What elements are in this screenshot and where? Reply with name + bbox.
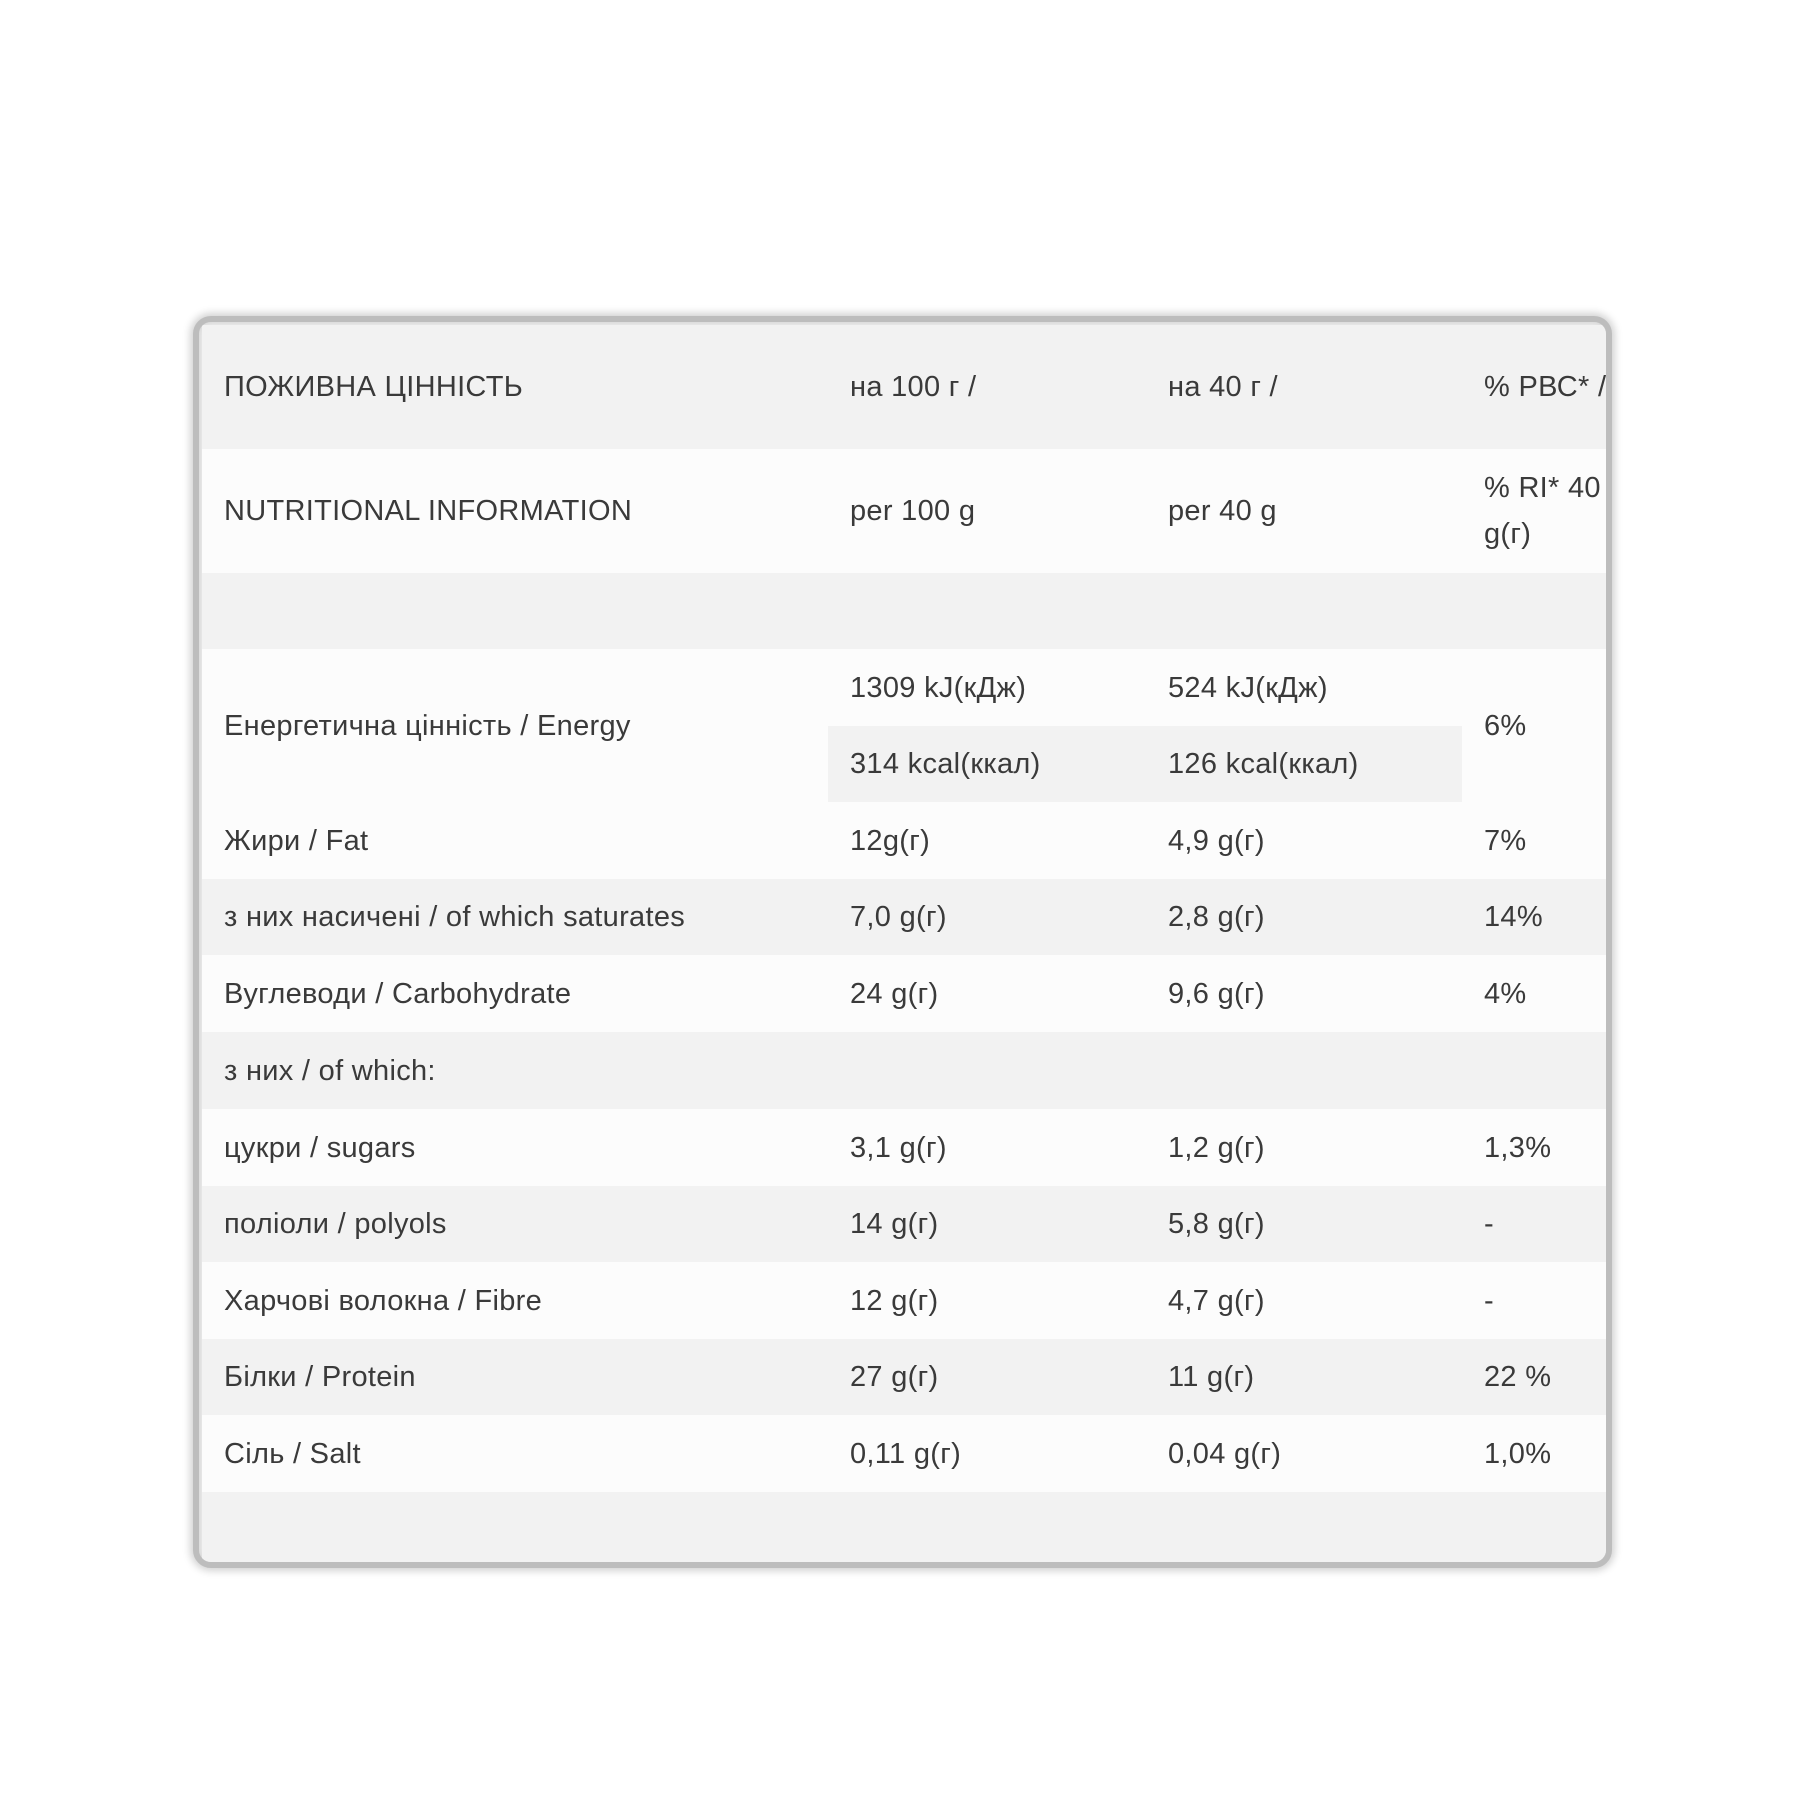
ri-value: 7% bbox=[1462, 802, 1612, 879]
per100-value: 12 g(г) bbox=[828, 1262, 1146, 1339]
table-row bbox=[202, 1415, 1612, 1492]
table-row bbox=[202, 1339, 1612, 1415]
header-nutrient-ua: ПОЖИВНА ЦІННІСТЬ bbox=[202, 325, 828, 449]
header-row-en bbox=[202, 449, 1612, 573]
nutrient-label: Білки / Protein bbox=[202, 1339, 828, 1415]
nutrient-label: з них насичені / of which saturates bbox=[202, 879, 828, 955]
nutrient-label: цукри / sugars bbox=[202, 1109, 828, 1186]
table-row bbox=[202, 1262, 1612, 1339]
ri-value: 14% bbox=[1462, 879, 1612, 955]
header-nutrient-en: NUTRITIONAL INFORMATION bbox=[202, 449, 828, 573]
table-row bbox=[202, 1186, 1612, 1262]
footer-spacer-row bbox=[202, 1492, 1612, 1568]
header-per100-ua: на 100 г / bbox=[828, 325, 1146, 449]
table-row bbox=[202, 1032, 1612, 1109]
spacer-row bbox=[202, 573, 1612, 649]
table-row bbox=[202, 955, 1612, 1032]
energy-per100-kj: 1309 kJ(кДж) bbox=[828, 649, 1146, 726]
header-ri-ua: % РВС* / bbox=[1462, 325, 1612, 449]
header-per40-ua: на 40 г / bbox=[1146, 325, 1462, 449]
nutrient-label: з них / of which: bbox=[202, 1032, 828, 1109]
ri-value: 4% bbox=[1462, 955, 1612, 1032]
table-row bbox=[202, 1109, 1612, 1186]
ri-value: 22 % bbox=[1462, 1339, 1612, 1415]
ri-value: - bbox=[1462, 1262, 1612, 1339]
table-row bbox=[202, 879, 1612, 955]
nutrient-label: Жири / Fat bbox=[202, 802, 828, 879]
per100-value bbox=[828, 1032, 1146, 1109]
ri-value bbox=[1462, 1032, 1612, 1109]
per100-value: 0,11 g(г) bbox=[828, 1415, 1146, 1492]
per100-value: 27 g(г) bbox=[828, 1339, 1146, 1415]
per40-value: 0,04 g(г) bbox=[1146, 1415, 1462, 1492]
header-ri-en: % RI* 40 g(г) bbox=[1462, 449, 1612, 573]
energy-ri: 6% bbox=[1462, 649, 1612, 802]
header-row-ua bbox=[202, 325, 1612, 449]
nutrient-label: Вуглеводи / Carbohydrate bbox=[202, 955, 828, 1032]
per40-value: 11 g(г) bbox=[1146, 1339, 1462, 1415]
per40-value bbox=[1146, 1032, 1462, 1109]
per100-value: 24 g(г) bbox=[828, 955, 1146, 1032]
energy-label: Енергетична цінність / Energy bbox=[202, 649, 828, 802]
per100-value: 7,0 g(г) bbox=[828, 879, 1146, 955]
per100-value: 14 g(г) bbox=[828, 1186, 1146, 1262]
table-row bbox=[202, 802, 1612, 879]
nutrition-table bbox=[202, 325, 1612, 1568]
nutrition-table-frame bbox=[193, 316, 1612, 1568]
energy-per40-kcal: 126 kcal(ккал) bbox=[1146, 726, 1462, 802]
nutrient-label: Харчові волокна / Fibre bbox=[202, 1262, 828, 1339]
per40-value: 4,9 g(г) bbox=[1146, 802, 1462, 879]
header-per40-en: per 40 g bbox=[1146, 449, 1462, 573]
ri-value: 1,0% bbox=[1462, 1415, 1612, 1492]
per40-value: 9,6 g(г) bbox=[1146, 955, 1462, 1032]
per100-value: 12g(г) bbox=[828, 802, 1146, 879]
energy-per100-kcal: 314 kcal(ккал) bbox=[828, 726, 1146, 802]
nutrient-label: поліоли / polyols bbox=[202, 1186, 828, 1262]
per100-value: 3,1 g(г) bbox=[828, 1109, 1146, 1186]
per40-value: 5,8 g(г) bbox=[1146, 1186, 1462, 1262]
ri-value: 1,3% bbox=[1462, 1109, 1612, 1186]
table-row-energy-kj bbox=[202, 649, 1612, 726]
per40-value: 1,2 g(г) bbox=[1146, 1109, 1462, 1186]
header-per100-en: per 100 g bbox=[828, 449, 1146, 573]
ri-value: - bbox=[1462, 1186, 1612, 1262]
per40-value: 2,8 g(г) bbox=[1146, 879, 1462, 955]
nutrient-label: Сіль / Salt bbox=[202, 1415, 828, 1492]
per40-value: 4,7 g(г) bbox=[1146, 1262, 1462, 1339]
energy-per40-kj: 524 kJ(кДж) bbox=[1146, 649, 1462, 726]
